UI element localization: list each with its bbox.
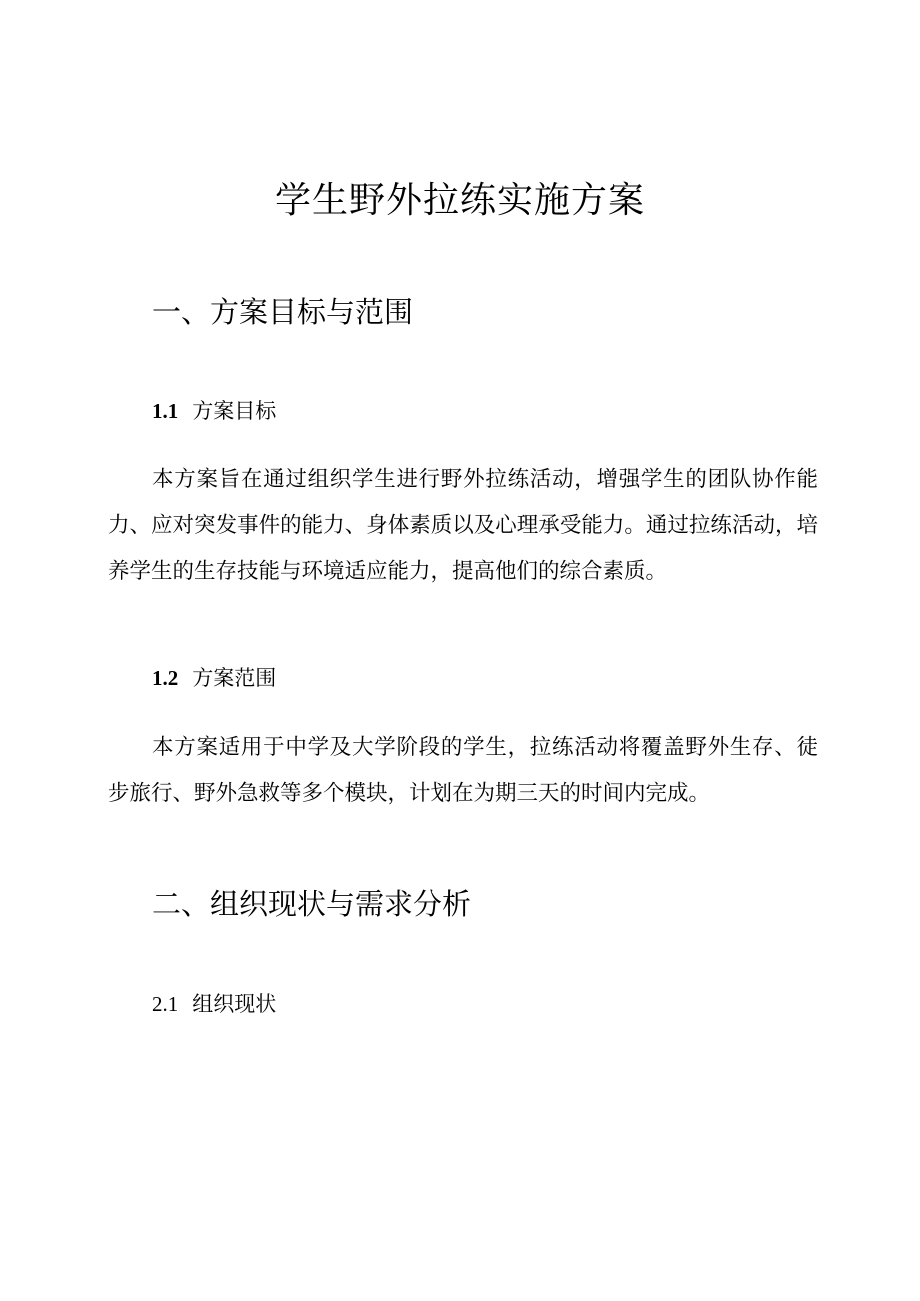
subsection-title: 方案范围 [192, 666, 277, 690]
subsection-number: 1.1 [152, 399, 179, 423]
paragraph-objectives: 本方案旨在通过组织学生进行野外拉练活动，增强学生的团队协作能力、应对突发事件的能力、身体素质以及心理承受能力。通过拉练活动，培养学生的生存技能与环境适应能力，提高他们的综合素质。 [108, 467, 818, 584]
paragraph-scope: 本方案适用于中学及大学阶段的学生，拉练活动将覆盖野外生存、徒步旅行、野外急救等多个模块，计划在为期三天的时间内完成。 [108, 735, 818, 806]
subsection-heading-1-1 [152, 396, 276, 426]
subsection-heading-2-1 [152, 989, 276, 1019]
subsection-heading-1-2 [152, 663, 276, 693]
subsection-number: 1.2 [152, 666, 179, 690]
document-title: 学生野外拉练实施方案 [274, 180, 645, 221]
section-heading-1: 一、方案目标与范围 [152, 295, 414, 329]
subsection-number: 2.1 [152, 992, 179, 1016]
section-heading-2: 二、组织现状与需求分析 [152, 887, 472, 921]
subsection-title: 方案目标 [192, 399, 277, 423]
subsection-title: 组织现状 [192, 992, 277, 1016]
